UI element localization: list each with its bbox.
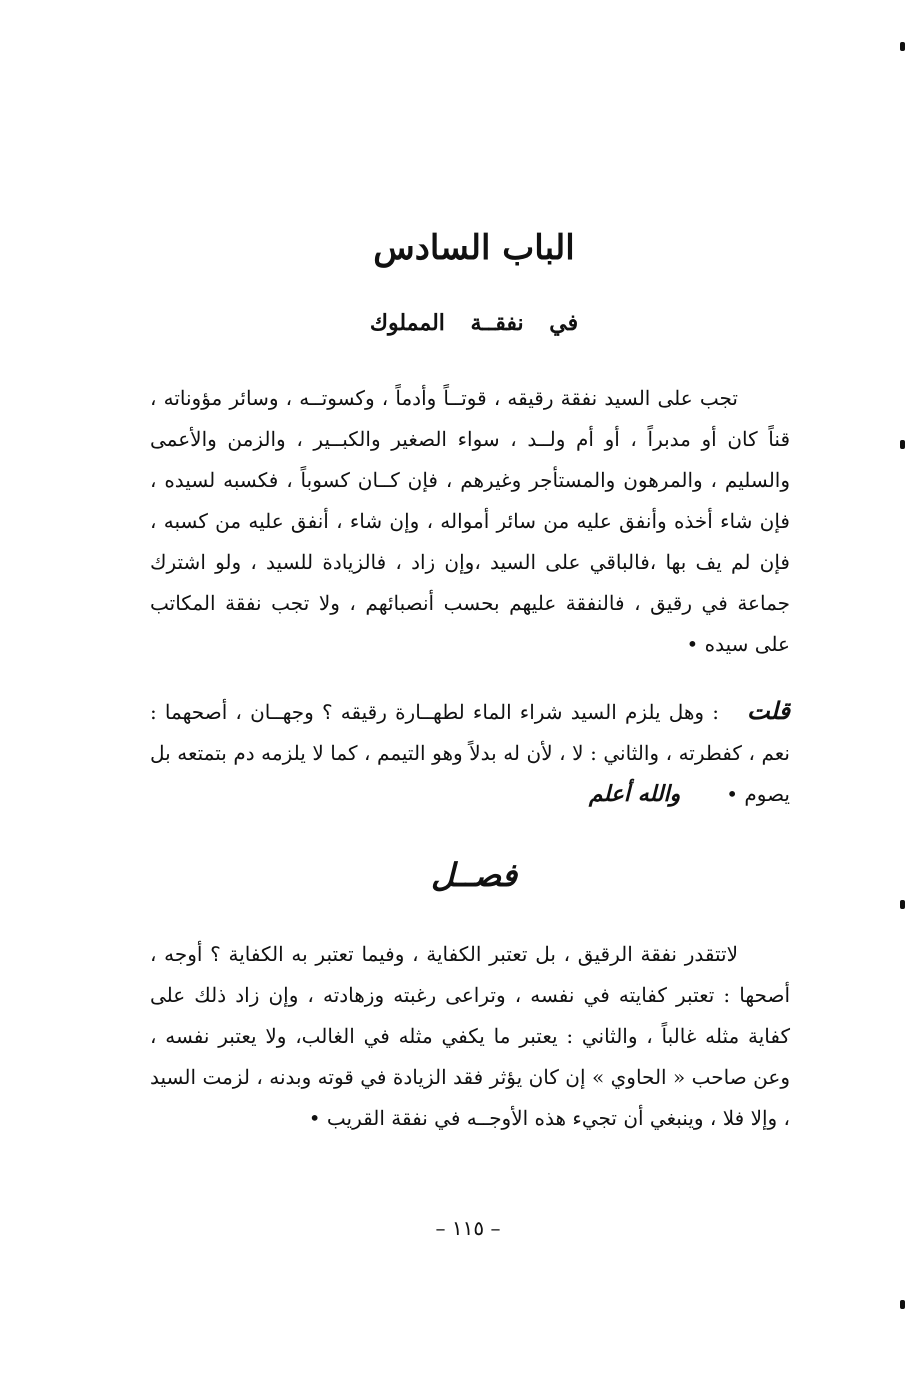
margin-mark bbox=[900, 900, 905, 909]
qult-label: قلت bbox=[747, 696, 790, 725]
margin-mark bbox=[900, 440, 905, 449]
chapter-subtitle: في نفقــة المملوك bbox=[369, 310, 579, 336]
paragraph-sufficiency: لاتتقدر نفقة الرقيق ، بل تعتبر الكفاية ، وفيما تعتبر به الكفاية ؟ أوجه ، أصحها : تعتبر كفايته في نفسه ، وتراعى رغبته وزهادته ، وإن زاد ذلك على كفاية مثله غالباً ، والثاني : يعتبر ما يكفي مثله في الغالب، ولا يعتبر نفسه ، وعن صاحب « الحاوي » إن كان يؤثر فقد الزيادة في قوته وبدنه ، لزمت السيد ، وإلا فلا ، وينبغي أن تجيء هذه الأوجــه في نفقة القريب • bbox=[150, 942, 790, 1130]
closing-phrase: والله أعلم bbox=[588, 781, 681, 807]
margin-mark bbox=[900, 42, 905, 51]
chapter-title: الباب السادس bbox=[373, 228, 575, 268]
page-number: – ١١٥ – bbox=[435, 1216, 501, 1240]
section-title: فصــل bbox=[430, 856, 518, 894]
paragraph-slave-maintenance: تجب على السيد نفقة رقيقه ، قوتــاً وأدماً ، وكسوتــه ، وسائر مؤوناته ، قناً كان أو مدبراً ، أو أم ولــد ، سواء الصغير والكبــير ، والزمن والأعمى والسليم ، والمرهون والمستأجر وغيرهم ، فإن كــان كسوباً ، فكسبه لسيده ، فإن شاء أخذه وأنفق عليه من سائر أمواله ، وإن شاء ، أنفق عليه من كسبه ، فإن لم يف بها ،فالباقي على السيد ،وإن زاد ، فالزيادة للسيد ، ولو اشترك جماعة في رقيق ، فالنفقة عليهم بحسب أنصبائهم ، ولا تجب نفقة المكاتب على سيده • bbox=[150, 386, 790, 656]
margin-mark bbox=[900, 1300, 905, 1309]
qult-text: : وهل يلزم السيد شراء الماء لطهــارة رقيقه ؟ وجهــان ، أصحهما : نعم ، كفطرته ، والثاني : لا ، لأن له بدلاً وهو التيمم ، كما لا يلزمه دم بتمتعه بل يصوم • bbox=[150, 700, 790, 806]
paragraph-qult-note bbox=[150, 690, 790, 815]
